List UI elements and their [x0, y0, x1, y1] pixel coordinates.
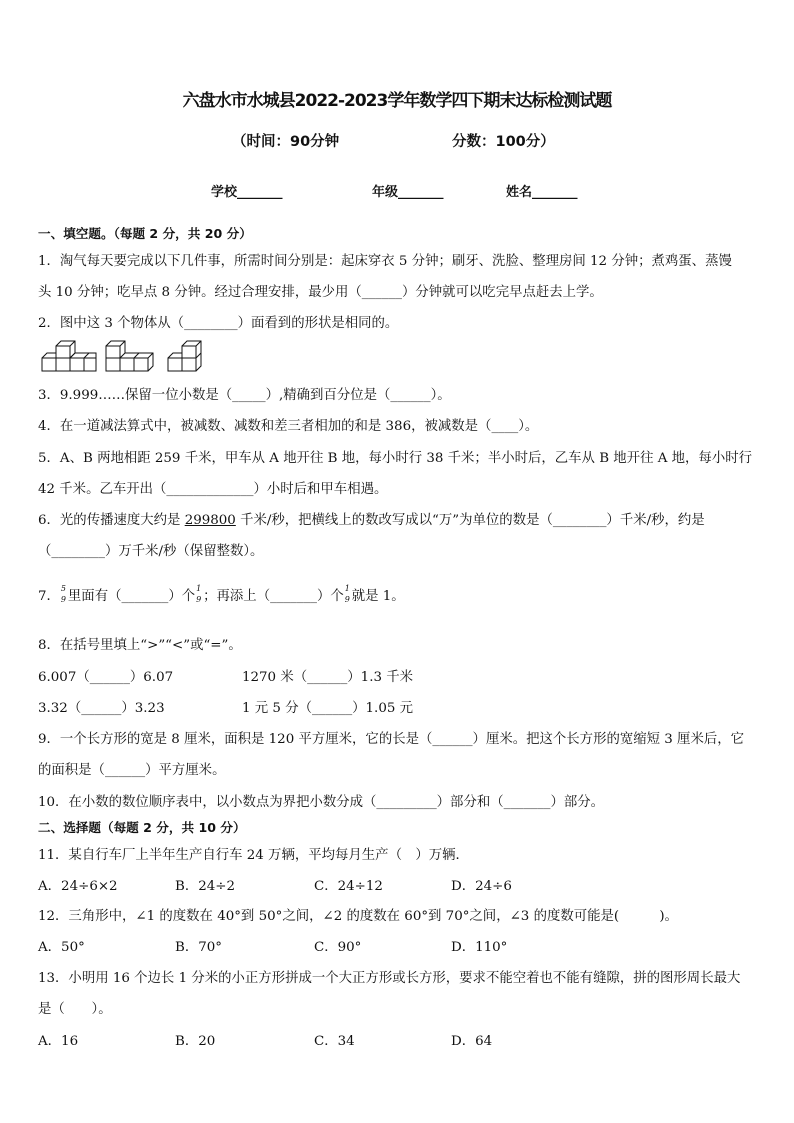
- cube-figures: [38, 340, 218, 374]
- underlined-number: 299800: [184, 513, 236, 528]
- question-12: 12．三角形中，∠1 的度数在 40°到 50°之间，∠2 的度数在 60°到 70°之间，∠3 的度数可能是( )。: [38, 909, 678, 924]
- question-6-line-1: [38, 509, 705, 528]
- question-9-line-2: 的面积是（______）平方厘米。: [38, 763, 226, 778]
- question-7-part-c: ；再添上（_______）个: [203, 589, 344, 604]
- question-1-line-1: 1．淘气每天要完成以下几件事，所需时间分别是：起床穿衣 5 分钟；刷牙、洗脸、整理房间 12 分钟；煮鸡蛋、蒸馒: [38, 254, 732, 269]
- fraction-1-9: [344, 583, 352, 607]
- cube-figure-3: [168, 341, 201, 371]
- cube-figure-2: [106, 341, 153, 371]
- fraction-numerator: 1: [344, 583, 350, 593]
- question-12-option-b: B．70°: [175, 940, 222, 955]
- question-13-option-c: C．34: [314, 1034, 355, 1049]
- question-8: 8．在括号里填上“>”“<”或“=”。: [38, 638, 242, 653]
- question-6-prefix: 6．光的传播速度大约是: [38, 513, 185, 528]
- question-6-line-2: （________）万千米/秒（保留整数）。: [38, 544, 264, 559]
- question-6-suffix: 千米/秒，把横线上的数改写成以“万”为单位的数是（________）千米/秒，约是: [235, 513, 705, 528]
- fraction-5-9: [60, 583, 68, 607]
- question-13-line-1: 13．小明用 16 个边长 1 分米的小正方形拼成一个大正方形或长方形，要求不能空着也不能有缝隙，拼的图形周长最大: [38, 971, 741, 986]
- school-field: 学校_______: [211, 185, 283, 200]
- question-8-item-c: 3.32（______）3.23: [38, 701, 165, 716]
- question-13-option-d: D．64: [451, 1034, 493, 1049]
- fraction-1-9: [195, 583, 203, 607]
- fraction-denominator: 9: [344, 594, 350, 604]
- grade-field: 年级_______: [372, 185, 444, 200]
- question-13-option-a: A．16: [38, 1034, 79, 1049]
- question-7-part-d: 就是 1。: [351, 589, 405, 604]
- question-1-line-2: 头 10 分钟；吃早点 8 分钟。经过合理安排，最少用（______）分钟就可以吃完早点赶去上学。: [38, 285, 603, 300]
- question-11-option-a: A．24÷6×2: [38, 879, 118, 894]
- fraction-denominator: 9: [196, 594, 202, 604]
- section-heading-fill-in: 一、填空题。（每题 2 分，共 20 分）: [38, 226, 252, 241]
- question-13-option-b: B．20: [175, 1034, 216, 1049]
- fraction-numerator: 1: [196, 583, 202, 593]
- question-12-option-c: C．90°: [314, 940, 362, 955]
- question-11: 11．某自行车厂上半年生产自行车 24 万辆，平均每月生产（ ）万辆．: [38, 848, 469, 863]
- question-5-line-2: 42 千米。乙车开出（_____________）小时后和甲车相遇。: [38, 482, 388, 497]
- fraction-numerator: 5: [60, 583, 67, 593]
- question-12-option-a: A．50°: [38, 940, 85, 955]
- name-field: 姓名_______: [506, 185, 578, 200]
- exam-score: 分数：100分）: [452, 134, 555, 150]
- question-9-line-1: 9．一个长方形的宽是 8 厘米，面积是 120 平方厘米，它的长是（______）厘米。把这个长方形的宽缩短 3 厘米后，它: [38, 732, 745, 747]
- question-3: 3．9.999……保留一位小数是（_____）,精确到百分位是（______）。: [38, 388, 451, 403]
- section-heading-multiple-choice: 二、选择题（每题 2 分，共 10 分）: [38, 820, 246, 835]
- question-8-item-b: 1270 米（______）1.3 千米: [242, 670, 414, 685]
- question-7-number: 7．: [38, 589, 60, 604]
- question-12-option-d: D．110°: [451, 940, 508, 955]
- exam-time: （时间：90分钟: [232, 134, 340, 150]
- question-10: 10．在小数的数位顺序表中，以小数点为界把小数分成（_________）部分和（_______）部分。: [38, 795, 605, 810]
- question-13-line-2: 是（ ）。: [38, 1002, 112, 1017]
- question-11-option-d: D．24÷6: [451, 879, 512, 894]
- page-title: 六盘水市水城县2022-2023学年数学四下期末达标检测试题: [182, 91, 612, 111]
- question-11-option-c: C．24÷12: [314, 879, 383, 894]
- question-2: 2．图中这 3 个物体从（________）面看到的形状是相同的。: [38, 316, 399, 331]
- question-11-option-b: B．24÷2: [175, 879, 236, 894]
- question-7-part-b: 里面有（_______）个: [67, 589, 196, 604]
- fraction-denominator: 9: [60, 594, 67, 604]
- cube-figure-1: [42, 341, 96, 371]
- question-7: [38, 585, 405, 607]
- question-8-item-a: 6.007（______）6.07: [38, 670, 174, 685]
- question-4: 4．在一道减法算式中，被减数、减数和差三者相加的和是 386，被减数是（____）。: [38, 419, 539, 434]
- question-5-line-1: 5．A、B 两地相距 259 千米，甲车从 A 地开往 B 地，每小时行 38 千米；半小时后，乙车从 B 地开往 A 地，每小时行: [38, 451, 752, 466]
- question-8-item-d: 1 元 5 分（______）1.05 元: [242, 701, 414, 716]
